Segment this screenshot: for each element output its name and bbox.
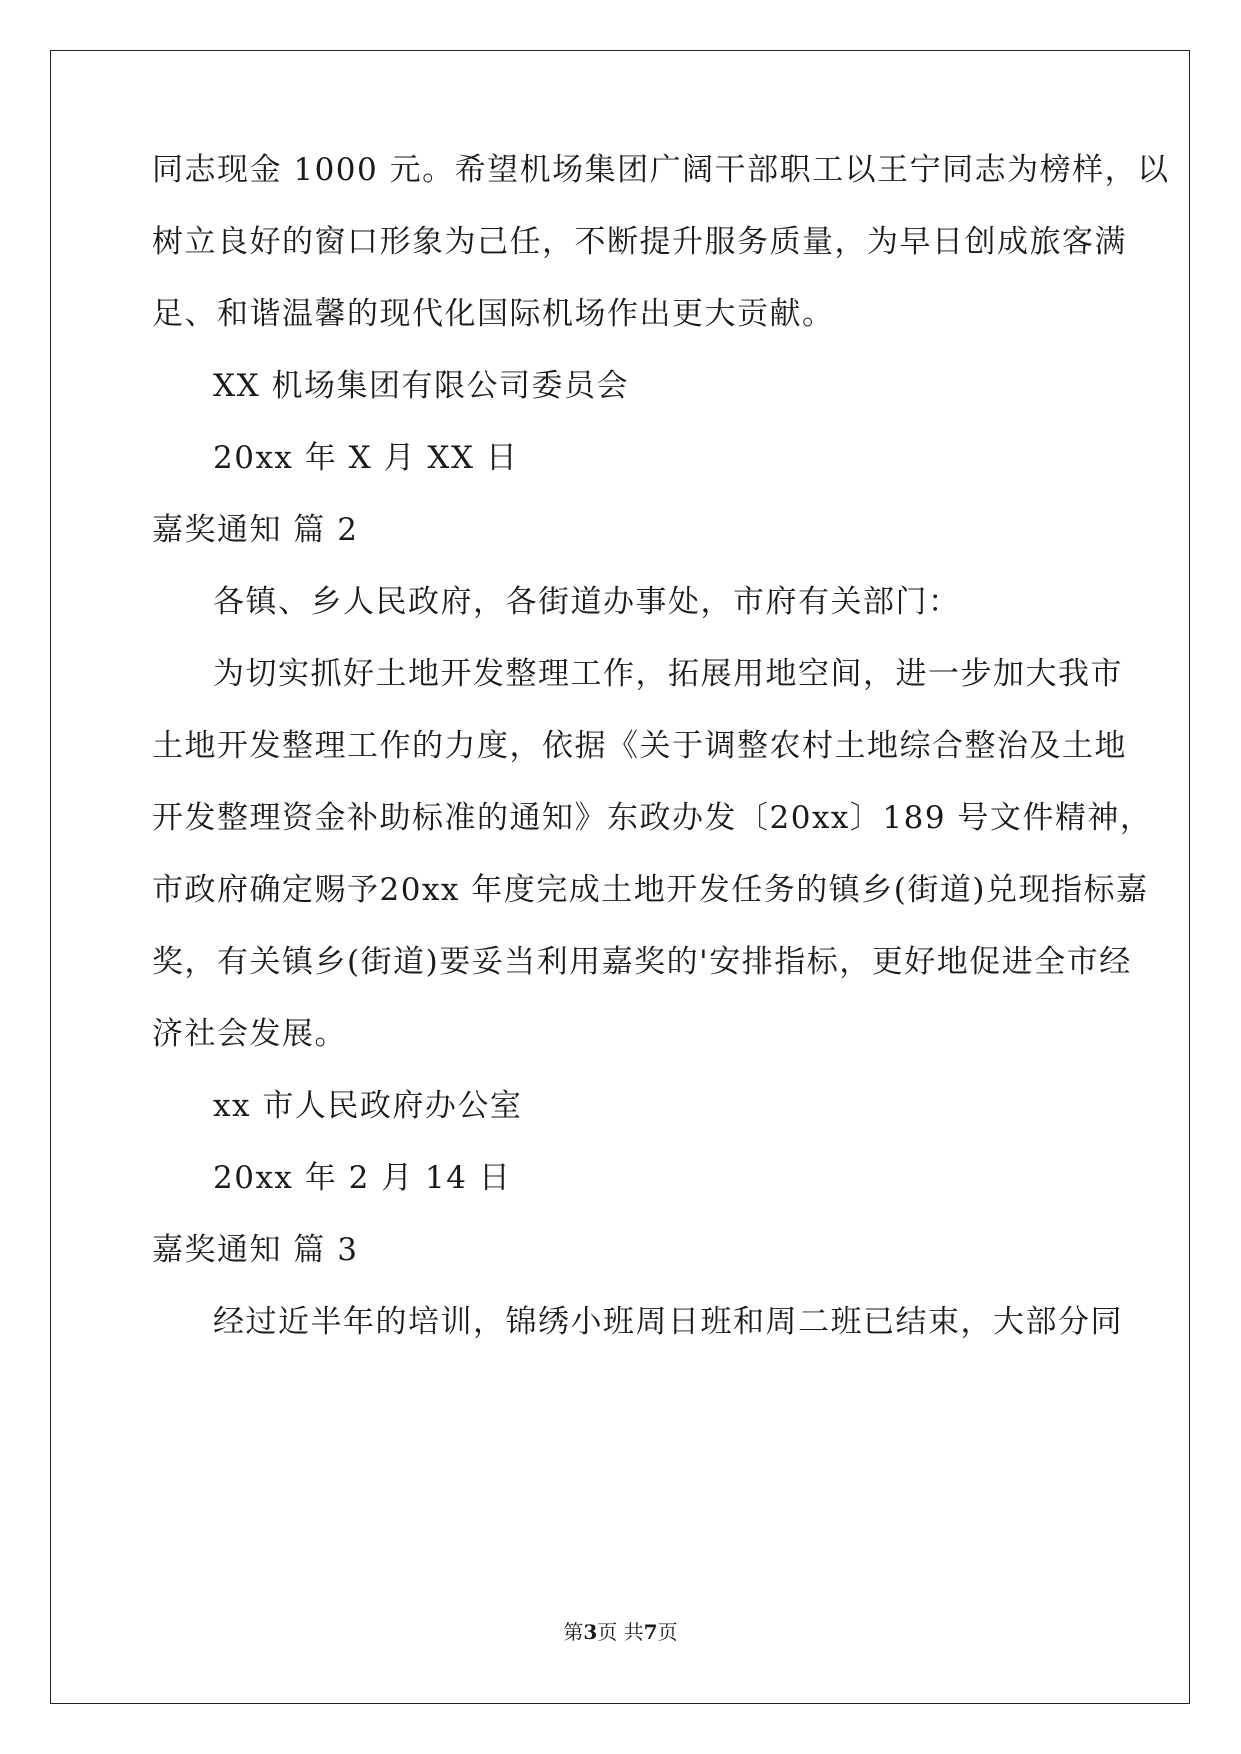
signature-organization: XX 机场集团有限公司委员会 [213, 368, 629, 404]
footer-prefix: 第 [563, 1620, 584, 1644]
paragraph-line: 足、和谐温馨的现代化国际机场作出更大贡献。 [152, 296, 835, 332]
footer-mid: 页 共 [597, 1620, 644, 1644]
signature-organization: xx 市人民政府办公室 [213, 1088, 523, 1124]
paragraph-line: 树立良好的窗口形象为己任，不断提升服务质量，为早日创成旅客满 [152, 224, 1127, 260]
section-heading: 嘉奖通知 篇 3 [152, 1232, 359, 1268]
signature-date: 20xx 年 X 月 XX 日 [213, 440, 519, 476]
page-footer [0, 1618, 1241, 1646]
paragraph-line: 奖，有关镇乡(街道)要妥当利用嘉奖的'安排指标，更好地促进全市经 [152, 944, 1132, 980]
paragraph-line: 市政府确定赐予20xx 年度完成土地开发任务的镇乡(街道)兑现指标嘉 [152, 872, 1149, 908]
signature-date: 20xx 年 2 月 14 日 [213, 1160, 512, 1196]
paragraph-line: 济社会发展。 [152, 1016, 347, 1052]
footer-suffix: 页 [657, 1620, 678, 1644]
paragraph-line: 开发整理资金补助标准的通知》东政办发〔20xx〕189 号文件精神， [152, 800, 1153, 836]
current-page-number: 3 [583, 1620, 598, 1644]
paragraph-line: 经过近半年的培训，锦绣小班周日班和周二班已结束，大部分同 [213, 1304, 1123, 1340]
paragraph-line: 同志现金 1000 元。希望机场集团广阔干部职工以王宁同志为榜样，以 [152, 152, 1170, 188]
salutation: 各镇、乡人民政府，各街道办事处，市府有关部门： [213, 584, 961, 620]
paragraph-line: 为切实抓好土地开发整理工作，拓展用地空间，进一步加大我市 [213, 656, 1123, 692]
total-page-count: 7 [643, 1620, 658, 1644]
section-heading: 嘉奖通知 篇 2 [152, 512, 359, 548]
paragraph-line: 土地开发整理工作的力度，依据《关于调整农村土地综合整治及土地 [152, 728, 1127, 764]
